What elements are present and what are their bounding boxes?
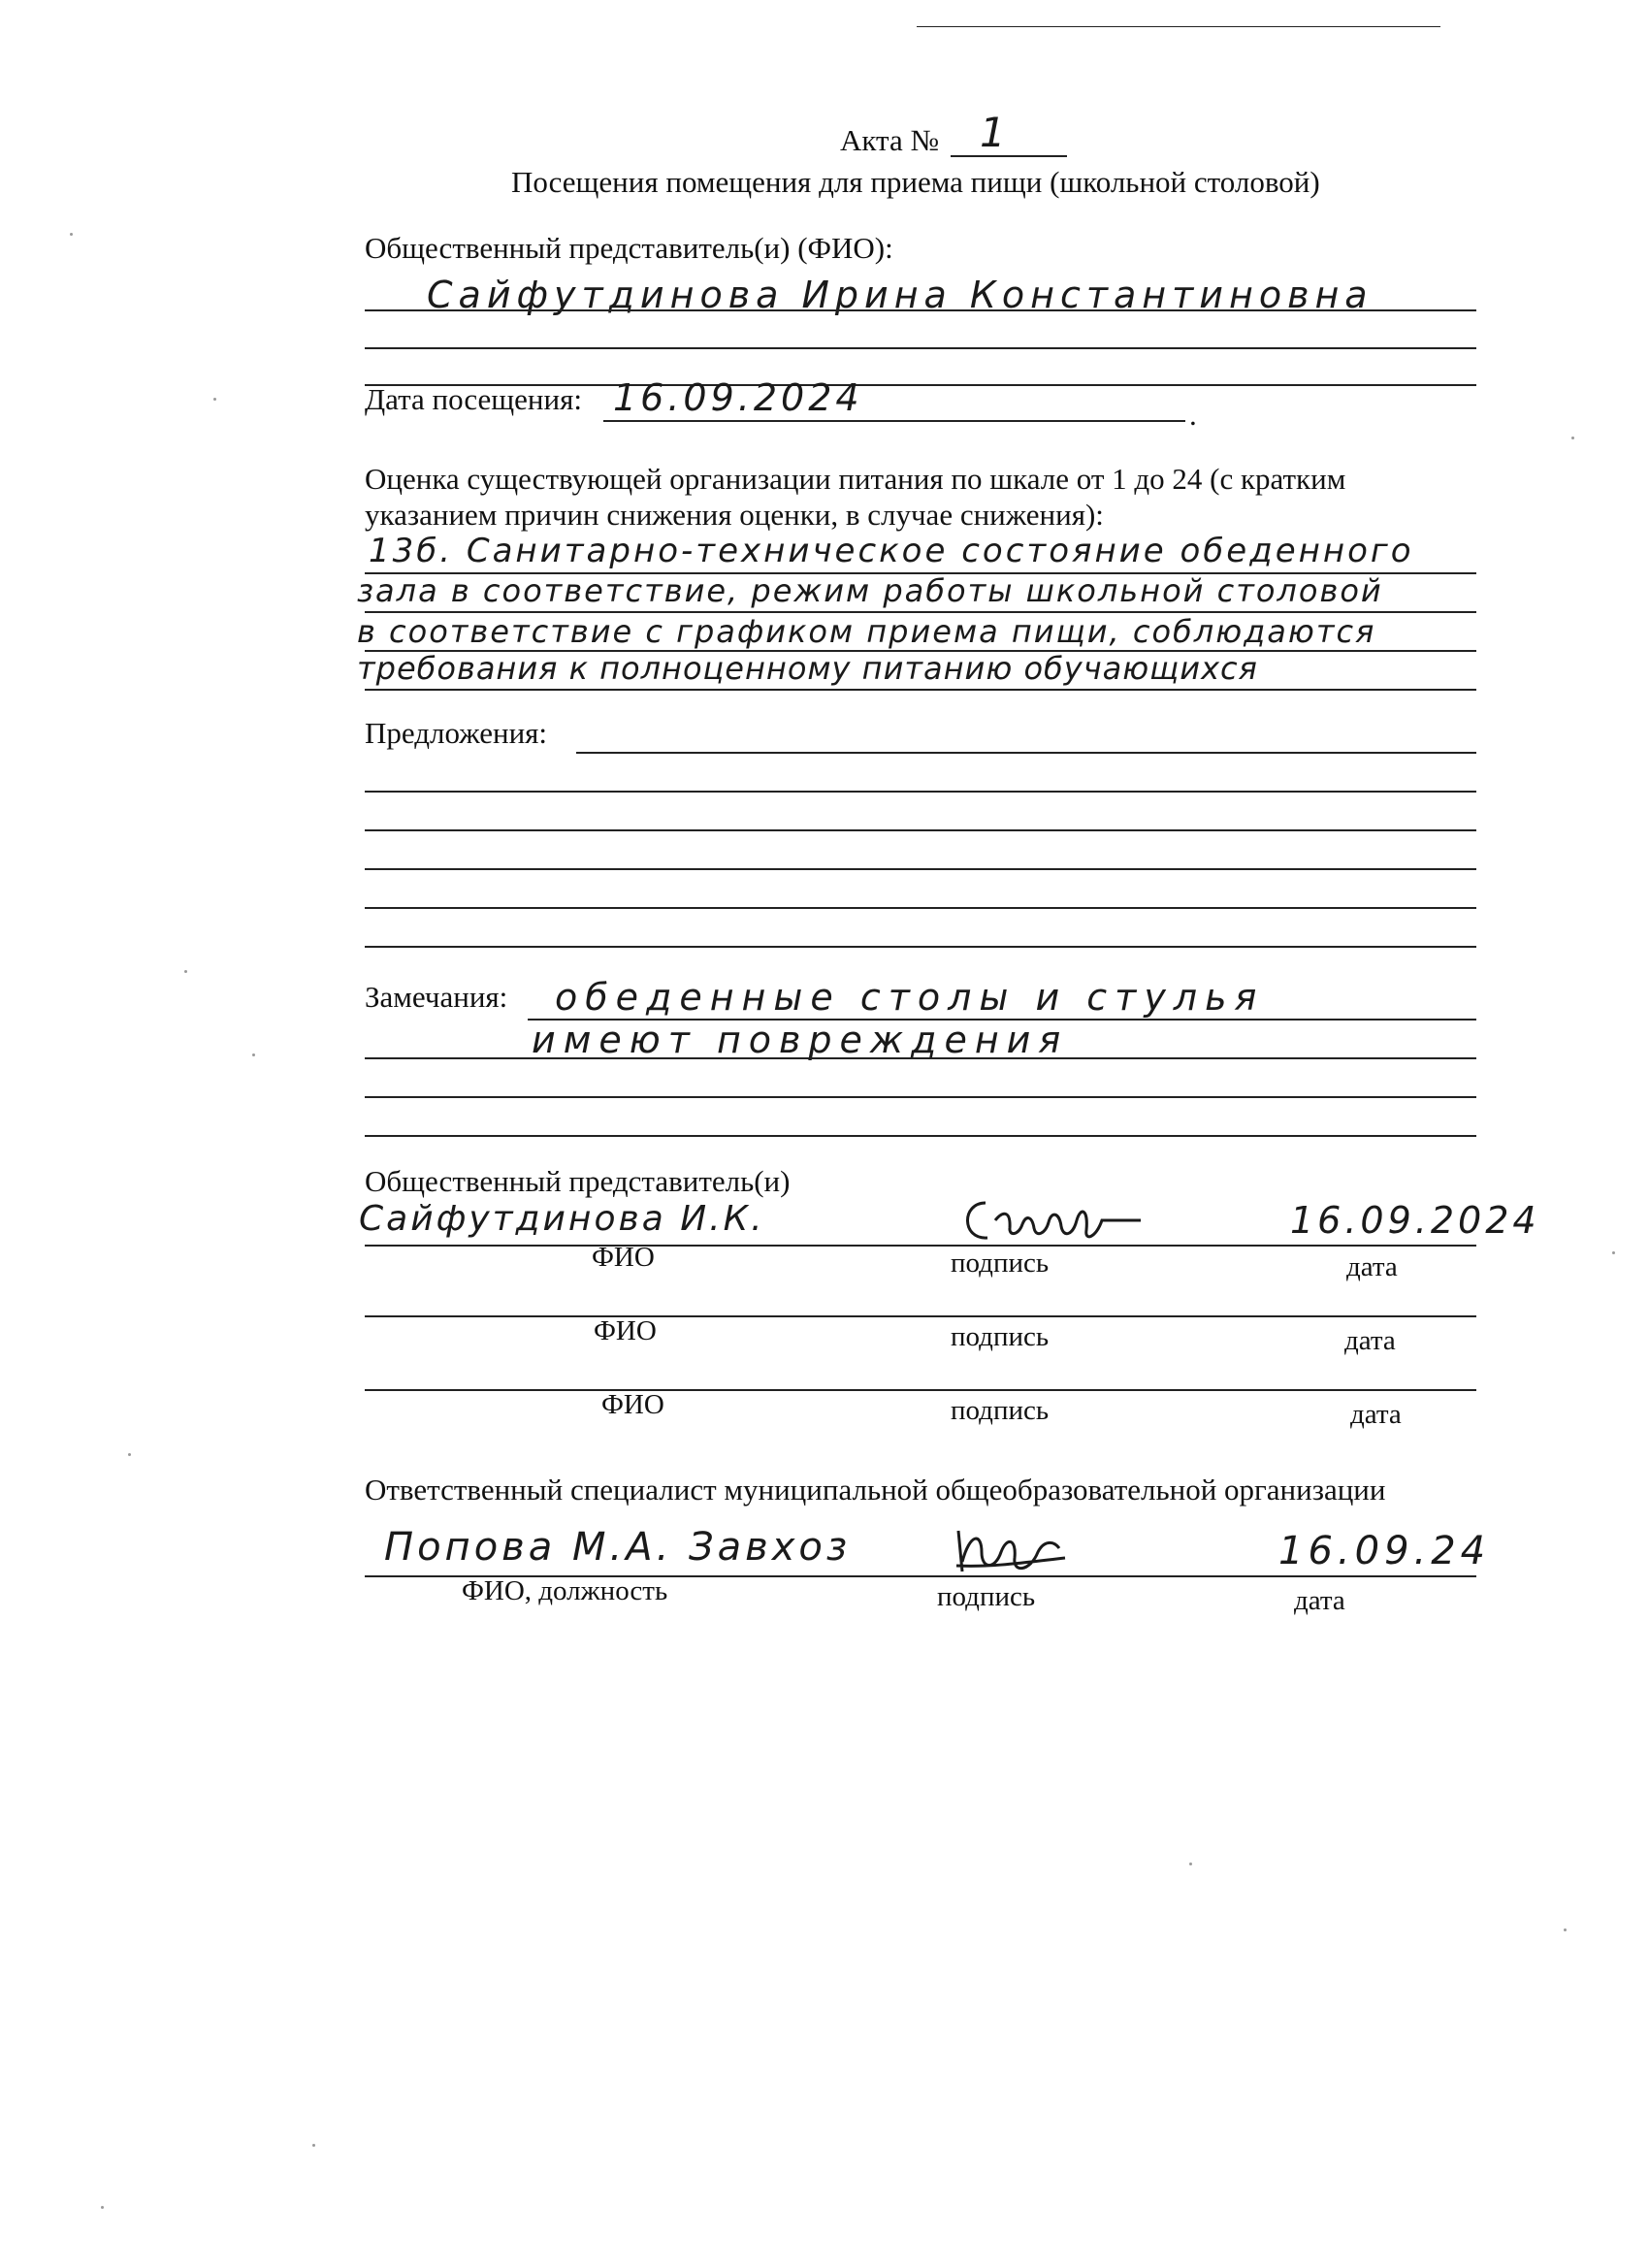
proposals-line-5 (365, 907, 1476, 909)
scan-speck (101, 2206, 104, 2209)
remarks-line-2 (365, 1057, 1476, 1059)
scan-speck (184, 970, 187, 973)
visit-date-label: Дата посещения: (365, 382, 582, 416)
assessment-text-line-2: зала в соответствие, режим работы школьной столовой (357, 572, 1383, 609)
specialist-signature-image (953, 1523, 1069, 1581)
scan-speck (70, 233, 73, 236)
representative-line-2 (365, 347, 1476, 349)
top-rule (917, 26, 1440, 27)
scan-speck (1571, 437, 1574, 439)
scan-speck (252, 1053, 255, 1056)
remarks-line-4 (365, 1135, 1476, 1137)
assessment-text-line-1: 13б. Санитарно-техническое состояние обеденного (369, 532, 1414, 570)
signature-row-1-line (365, 1245, 1476, 1247)
specialist-date: 16.09.24 (1278, 1529, 1491, 1573)
proposals-line-3 (365, 829, 1476, 831)
scan-speck (312, 2144, 315, 2147)
assessment-line-4 (365, 689, 1476, 691)
assessment-text-line-4: требования к полноценному питанию обучающихся (357, 650, 1258, 687)
remarks-text-line-2: имеют повреждения (532, 1019, 1069, 1061)
signature-row-2-line (365, 1315, 1476, 1317)
signature-row-2-date-caption: дата (1344, 1325, 1396, 1356)
proposals-label: Предложения: (365, 716, 548, 750)
signature-row-1-date-caption: дата (1346, 1251, 1398, 1282)
signature-row-3-line (365, 1389, 1476, 1391)
specialist-signature-caption: подпись (937, 1581, 1036, 1612)
signature-row-1-date: 16.09.2024 (1290, 1199, 1540, 1242)
remarks-line-3 (365, 1096, 1476, 1098)
signature-row-3-date-caption: дата (1350, 1399, 1402, 1430)
signature-row-1-signature-image (956, 1182, 1150, 1249)
act-label: Акта № (840, 123, 940, 157)
remarks-label: Замечания: (365, 980, 508, 1014)
representative-line-1 (365, 309, 1476, 311)
scan-speck (213, 398, 216, 401)
signature-row-2-signature-caption: подпись (951, 1321, 1050, 1352)
proposals-line-4 (365, 868, 1476, 870)
representative-name: Сайфутдинова Ирина Константиновна (427, 274, 1374, 316)
act-number: 1 (980, 109, 1007, 156)
scan-speck (1189, 1863, 1192, 1865)
visit-date-value: 16.09.2024 (613, 376, 863, 419)
signature-row-1-fio-caption: ФИО (592, 1242, 655, 1273)
remarks-text-line-1: обеденные столы и стулья (555, 976, 1265, 1019)
representative-label: Общественный представитель(и) (ФИО): (365, 231, 893, 265)
assessment-label-line-1: Оценка существующей организации питания по шкале от 1 до 24 (с кратким (365, 462, 1346, 496)
proposals-line-6 (365, 946, 1476, 948)
assessment-text-line-3: в соответствие с графиком приема пищи, соблюдаются (357, 613, 1376, 650)
specialist-fio-caption: ФИО, должность (462, 1575, 668, 1606)
signature-row-1-signature-caption: подпись (951, 1247, 1050, 1279)
document-subtitle: Посещения помещения для приема пищи (школьной столовой) (511, 165, 1320, 199)
scan-speck (1612, 1251, 1615, 1254)
proposals-line-1 (576, 752, 1476, 754)
visit-date-line (603, 420, 1185, 422)
signature-row-1-name: Сайфутдинова И.К. (359, 1199, 765, 1239)
specialist-name: Попова М.А. Завхоз (384, 1525, 852, 1570)
specialist-date-caption: дата (1294, 1585, 1345, 1616)
signature-row-3-signature-caption: подпись (951, 1395, 1050, 1426)
signature-row-2-fio-caption: ФИО (594, 1315, 657, 1346)
scan-speck (128, 1453, 131, 1456)
act-number-line (951, 155, 1067, 157)
specialist-label: Ответственный специалист муниципальной общеобразовательной организации (365, 1473, 1386, 1507)
proposals-line-2 (365, 791, 1476, 793)
scan-speck (1564, 1928, 1567, 1931)
signatures-label: Общественный представитель(и) (365, 1164, 791, 1198)
signature-row-3-fio-caption: ФИО (601, 1389, 664, 1420)
visit-date-end-mark: . (1189, 398, 1197, 432)
assessment-label-line-2: указанием причин снижения оценки, в случае снижения): (365, 498, 1104, 532)
